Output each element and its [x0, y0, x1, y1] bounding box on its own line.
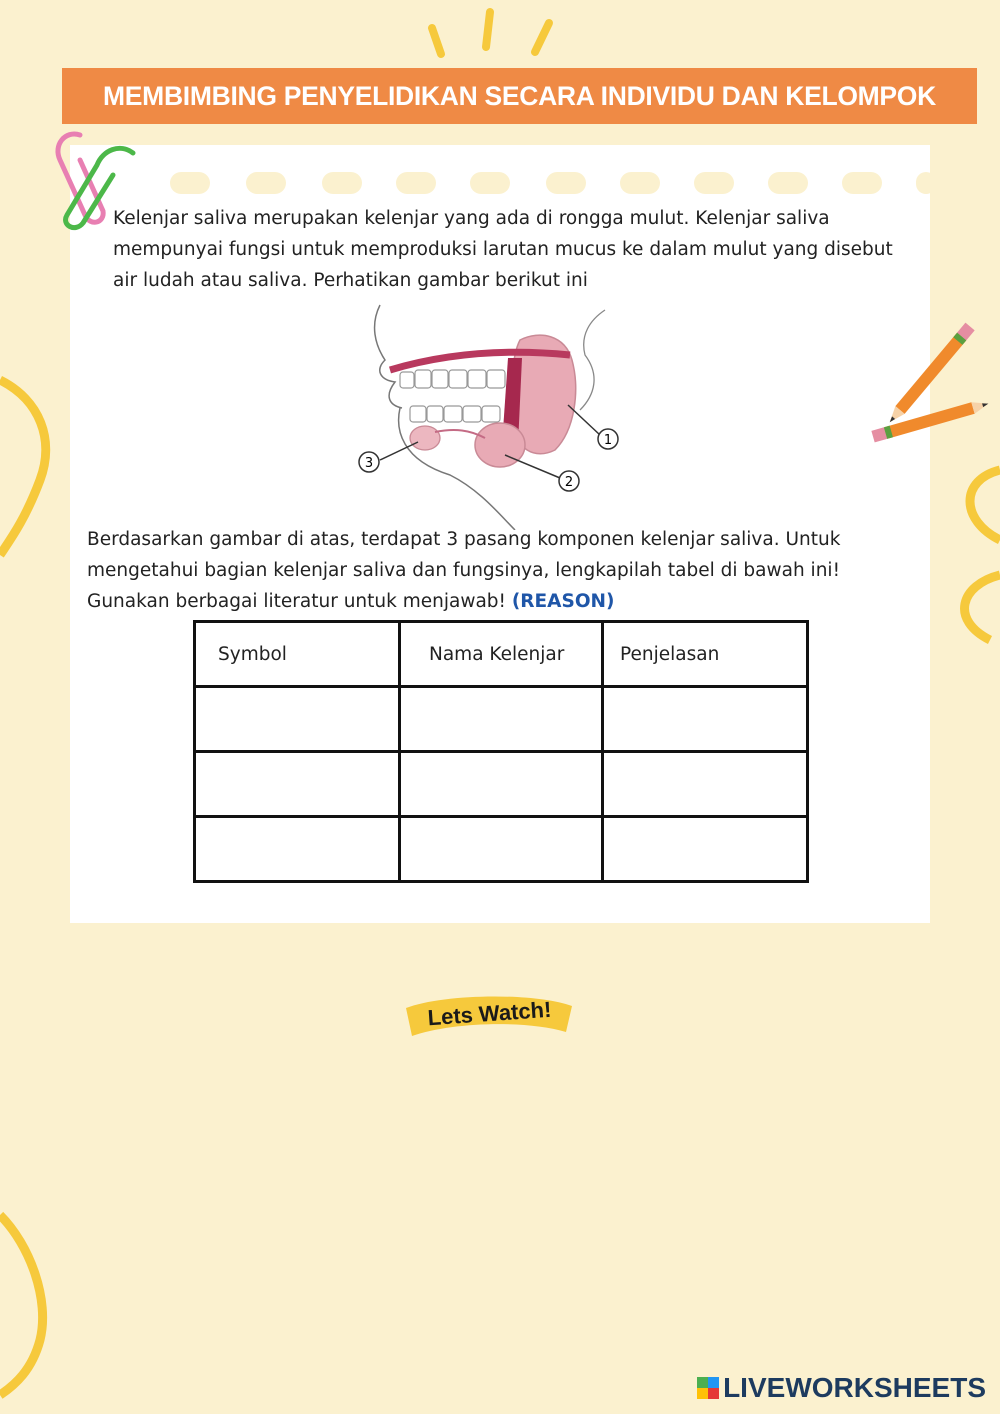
answer-cell[interactable]: [195, 687, 400, 752]
table-row: [195, 752, 808, 817]
answer-cell[interactable]: [400, 687, 603, 752]
answer-cell[interactable]: [195, 817, 400, 882]
pencil-icon: [855, 320, 990, 450]
table-row: [195, 687, 808, 752]
lets-watch-button[interactable]: [402, 990, 576, 1040]
question-text: Berdasarkan gambar di atas, terdapat 3 pasang komponen kelenjar saliva. Untuk mengetahui bagian kelenjar saliva dan fungsinya, lengkapilah tabel di bawah ini! Gunakan berbagai literatur untuk menjawab!: [87, 529, 841, 612]
intro-paragraph: Kelenjar saliva merupakan kelenjar yang ada di rongga mulut. Kelenjar saliva mempunyai fungsi untuk memproduksi larutan mucus ke dalam mulut yang disebut air ludah atau saliva. Perhatikan gambar berikut ini: [113, 208, 893, 291]
bottom-squiggle-decoration: [0, 1215, 43, 1395]
answer-cell[interactable]: [400, 817, 603, 882]
left-squiggle-decoration: [0, 380, 46, 555]
answer-cell[interactable]: [400, 752, 603, 817]
label-3: 3: [364, 456, 374, 471]
header-penjelasan: Penjelasan: [603, 622, 808, 687]
salivary-gland-diagram: [340, 300, 630, 530]
table-row: [195, 817, 808, 882]
label-2: 2: [564, 475, 574, 490]
header-nama-kelenjar: Nama Kelenjar: [400, 622, 603, 687]
answer-table: [193, 620, 809, 883]
lets-watch-label: Lets Watch!: [426, 996, 553, 1031]
reason-tag: (REASON): [511, 591, 615, 612]
label-1: 1: [603, 433, 613, 448]
right-squiggle-decoration: [965, 470, 1000, 640]
header-symbol: Symbol: [195, 622, 400, 687]
brand-name: LIVEWORKSHEETS: [723, 1372, 986, 1403]
sparkle-icon: [432, 12, 549, 54]
pill-strip-decoration: [170, 172, 930, 196]
answer-cell[interactable]: [195, 752, 400, 817]
page-title: MEMBIMBING PENYELIDIKAN SECARA INDIVIDU DAN KELOMPOK: [62, 68, 977, 124]
table-header-row: [195, 622, 808, 687]
question-paragraph: [87, 524, 927, 617]
answer-cell[interactable]: [603, 817, 808, 882]
answer-cell[interactable]: [603, 752, 808, 817]
answer-cell[interactable]: [603, 687, 808, 752]
liveworksheets-icon: [697, 1377, 719, 1399]
liveworksheets-logo: [697, 1372, 986, 1404]
